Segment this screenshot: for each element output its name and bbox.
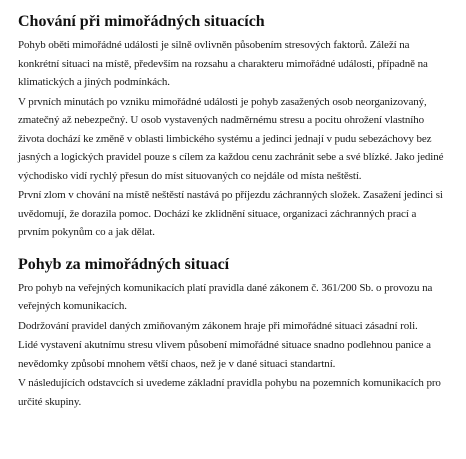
paragraph: V prvních minutách po vzniku mimořádné události je pohyb zasažených osob neorganizovaný, zmatečný až nebezpečný. U osob vystavených nadměrnému stresu a pocitu ohrožení vlastního života dochází ke změně v oblasti limbického systému a jedinci jednají v pudu sebezáchovy bez jasných a logických pravidel pouze s cílem za každou cenu zachránit sebe a své blízké. Jako jediné východisko vidí rychlý přesun do míst situovaných co nejdále od místa neštěstí. [18,95,444,182]
paragraph: Dodržování pravidel daných zmiňovaným zákonem hraje při mimořádné situaci zásadní roli. [18,319,418,332]
paragraph: Lidé vystavení akutnímu stresu vlivem působení mimořádné situace snadno podlehnou panice a nevědomky způsobí mnohem větší chaos, než je v dané situaci standartní. [18,339,431,370]
section-heading: Pohyb za mimořádných situací [18,255,230,273]
paragraph: Pohyb oběti mimořádné události je silně ovlivněn působením stresových faktorů. Záleží na konkrétní situaci na místě, především na rozsahu a charakteru mimořádné události, případně na klimatických a jiných podmínkách. [18,39,428,88]
section-behavior [18,12,450,242]
document [18,12,450,412]
paragraph: V následujících odstavcích si uvedeme základní pravidla pohybu na pozemních komunikacích pro určité skupiny. [18,377,441,408]
section-movement [18,255,450,412]
section-heading: Chování při mimořádných situacích [18,13,265,30]
paragraph: Pro pohyb na veřejných komunikacích platí pravidla dané zákonem č. 361/200 Sb. o provozu na veřejných komunikacích. [18,281,433,312]
paragraph: První zlom v chování na místě neštěstí nastává po příjezdu záchranných složek. Zasažení jedinci si uvědomují, že dorazila pomoc. Dochází ke zklidnění situace, organizaci záchranných prací a prvním pokynům co a jak dělat. [18,189,443,238]
